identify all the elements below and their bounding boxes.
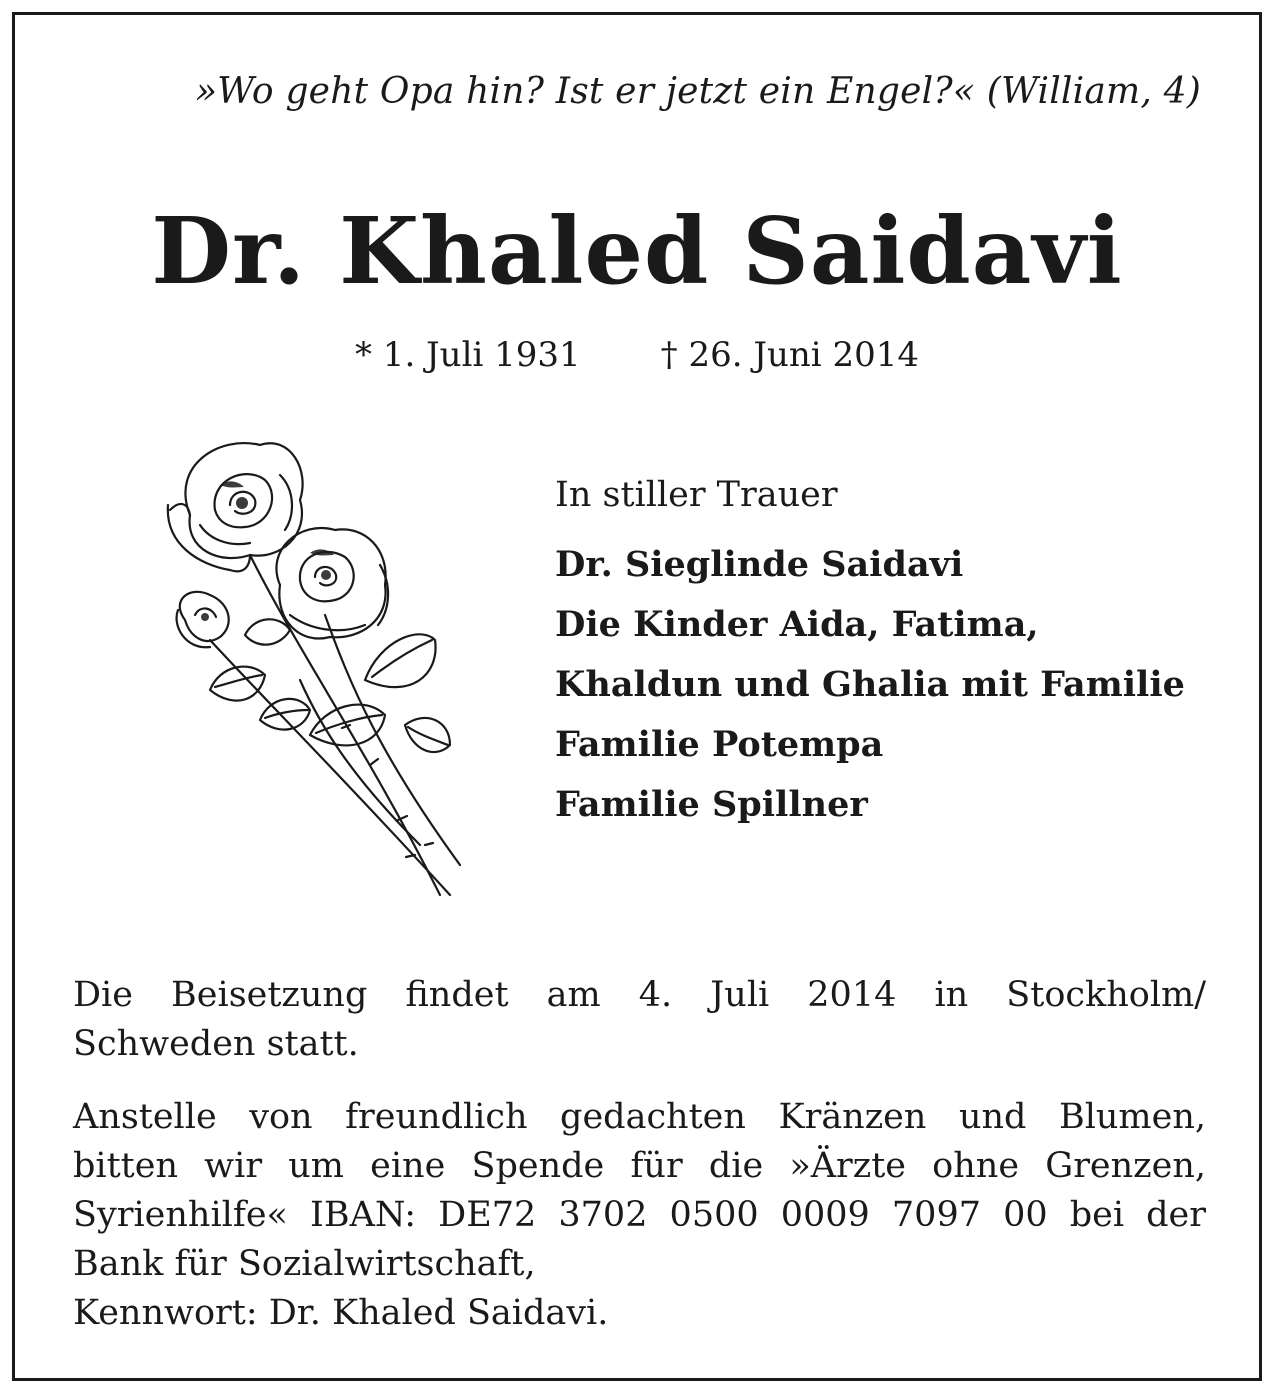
obituary-notice <box>12 12 1262 1381</box>
burial-line: Schweden statt. <box>73 1024 359 1064</box>
mourners-block <box>555 475 1185 835</box>
burial-notice <box>73 971 1206 1069</box>
donation-notice <box>73 1093 1206 1338</box>
mourner-name: Familie Potempa <box>555 724 884 765</box>
life-dates <box>15 335 1259 375</box>
donation-line: bitten wir um eine Spende für die »Ärzte ohne Grenzen, <box>73 1146 1206 1186</box>
mourner-name: Die Kinder Aida, Fatima, <box>555 604 1039 645</box>
donation-line: Bank für Sozialwirtschaft, <box>73 1244 536 1284</box>
burial-line: Die Beisetzung findet am 4. Juli 2014 in Stockholm/ <box>73 975 1206 1015</box>
donation-line: Kennwort: Dr. Khaled Saidavi. <box>73 1293 609 1333</box>
birth-date: * 1. Juli 1931 <box>355 335 581 375</box>
donation-line: Anstelle von freundlich gedachten Kränzen und Blumen, <box>73 1097 1206 1137</box>
mourners-list <box>555 535 1185 835</box>
roses-illustration-icon <box>150 425 470 915</box>
mourner-name: Dr. Sieglinde Saidavi <box>555 544 964 585</box>
donation-line: Syrienhilfe« IBAN: DE72 3702 0500 0009 7097 00 bei der <box>73 1195 1206 1235</box>
death-date: † 26. Juni 2014 <box>660 335 919 375</box>
child-quote: »Wo geht Opa hin? Ist er jetzt ein Engel?« (William, 4) <box>194 71 1201 112</box>
mourner-name: Khaldun und Ghalia mit Familie <box>555 664 1185 705</box>
mourners-intro: In stiller Trauer <box>555 475 838 515</box>
deceased-name: Dr. Khaled Saidavi <box>151 197 1123 305</box>
mourner-name: Familie Spillner <box>555 784 868 825</box>
